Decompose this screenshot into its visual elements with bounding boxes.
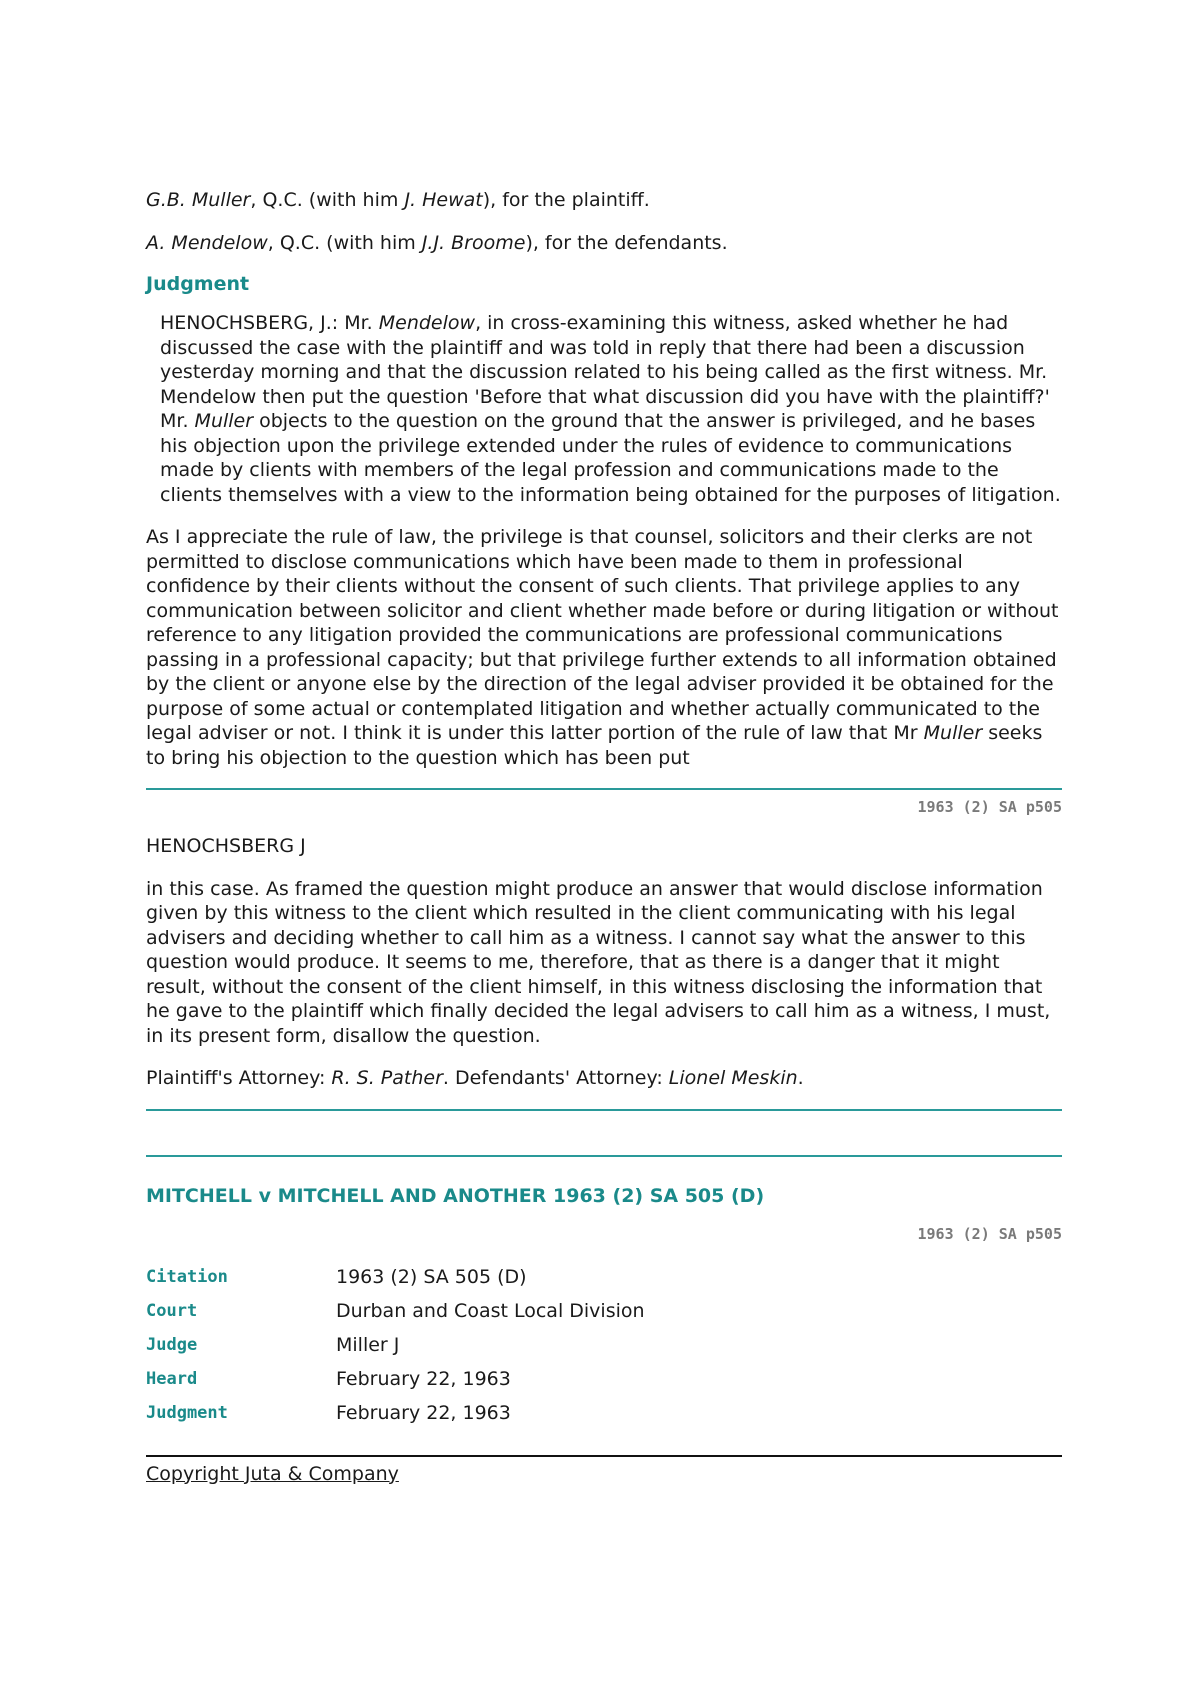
judgment-paragraph-1 — [146, 311, 1062, 507]
meta-label-judge: Judge — [146, 1334, 198, 1355]
meta-label-judgment: Judgment — [146, 1402, 228, 1423]
attorney-text: . — [797, 1067, 804, 1089]
meta-value-citation: 1963 (2) SA 505 (D) — [336, 1265, 527, 1288]
attorney-label: Plaintiff's Attorney: — [146, 1067, 332, 1089]
junior-name: J. Hewat — [404, 189, 483, 211]
paragraph-text: seeks to bring his objection to the question which has been put — [146, 722, 1043, 769]
paragraph-text: , in cross-examining this witness, asked whether he had discussed the case with the plaintiff and was told in reply that there had been a discussion yesterday morning and that the discussion related to his being called as the first witness. Mr. Mendelow then put the question 'Before that what discussion did you have with the plaintiff?' Mr. — [160, 312, 1050, 432]
party-name: Muller — [923, 722, 983, 744]
page-reference: 1963 (2) SA p505 — [917, 1224, 1062, 1243]
paragraph-text: HENOCHSBERG, J.: Mr. — [160, 312, 379, 334]
meta-label-court: Court — [146, 1300, 198, 1321]
meta-value-heard: February 22, 1963 — [336, 1367, 511, 1390]
page-reference: 1963 (2) SA p505 — [917, 798, 1062, 816]
attorneys-line — [146, 1066, 1062, 1091]
meta-value-court: Durban and Coast Local Division — [336, 1299, 645, 1322]
counsel-text: ), for the plaintiff. — [482, 189, 650, 211]
document-page — [146, 188, 1062, 1485]
section-divider — [146, 1155, 1062, 1157]
section-divider — [146, 788, 1062, 790]
section-divider — [146, 1109, 1062, 1111]
meta-value-judgment: February 22, 1963 — [336, 1401, 511, 1424]
counsel-defendants — [146, 231, 1062, 256]
counsel-text: ), for the defendants. — [525, 231, 728, 254]
judgment-heading: Judgment — [146, 273, 250, 295]
judgment-paragraph-2 — [146, 525, 1062, 770]
attorney-name: R. S. Pather — [331, 1067, 443, 1089]
junior-name: J.J. Broome — [421, 231, 526, 254]
case-metadata — [146, 1265, 1062, 1425]
meta-label-citation: Citation — [146, 1266, 228, 1287]
meta-value-judge: Miller J — [336, 1333, 400, 1356]
judgment-paragraph-3: in this case. As framed the question might produce an answer that would disclose information given by this witness to the client which resulted in the client communicating with his legal advisers and deciding whether to call him as a witness. I cannot say what the answer to this question would produce. It seems to me, therefore, that as there is a danger that it might result, without the consent of the client himself, in this witness disclosing the information that he gave to the plaintiff which finally decided the legal advisers to call him as a witness, I must, in its present form, disallow the question. — [146, 877, 1051, 1047]
paragraph-text: As I appreciate the rule of law, the privilege is that counsel, solicitors and their clerks are not permitted to disclose communications which have been made to them in professional confidence by their clients without the consent of such clients. That privilege applies to any communication between solicitor and client whether made before or during litigation or without reference to any litigation provided the communications are professional communications passing in a professional capacity; but that privilege further extends to all information obtained by the client or anyone else by the direction of the legal adviser provided it be obtained for the purpose of some actual or contemplated litigation and whether actually communicated to the legal adviser or not. I think it is under this latter portion of the rule of law that Mr — [146, 526, 1059, 744]
counsel-text: , Q.C. (with him — [250, 189, 405, 211]
attorney-label: . Defendants' Attorney: — [442, 1067, 669, 1089]
meta-label-heard: Heard — [146, 1368, 198, 1389]
party-name: Mendelow — [378, 312, 476, 334]
counsel-text: , Q.C. (with him — [267, 231, 422, 254]
paragraph-text: objects to the question on the ground that the answer is privileged, and he bases his objection upon the privilege extended under the rules of evidence to communications made by clients with members of the legal profession and communications made to the clients themselves with a view to the information being obtained for the purposes of litigation. — [160, 410, 1061, 506]
copyright-link[interactable]: Copyright Juta & Company — [146, 1462, 399, 1485]
counsel-plaintiff — [146, 188, 1062, 213]
counsel-name: G.B. Muller — [146, 189, 251, 211]
judge-header: HENOCHSBERG J — [146, 835, 306, 857]
party-name: Muller — [194, 410, 254, 432]
counsel-name: A. Mendelow — [146, 231, 268, 254]
attorney-name: Lionel Meskin — [668, 1067, 798, 1089]
case-title: MITCHELL v MITCHELL AND ANOTHER 1963 (2) SA 505 (D) — [146, 1184, 765, 1207]
footer-divider — [146, 1455, 1062, 1457]
